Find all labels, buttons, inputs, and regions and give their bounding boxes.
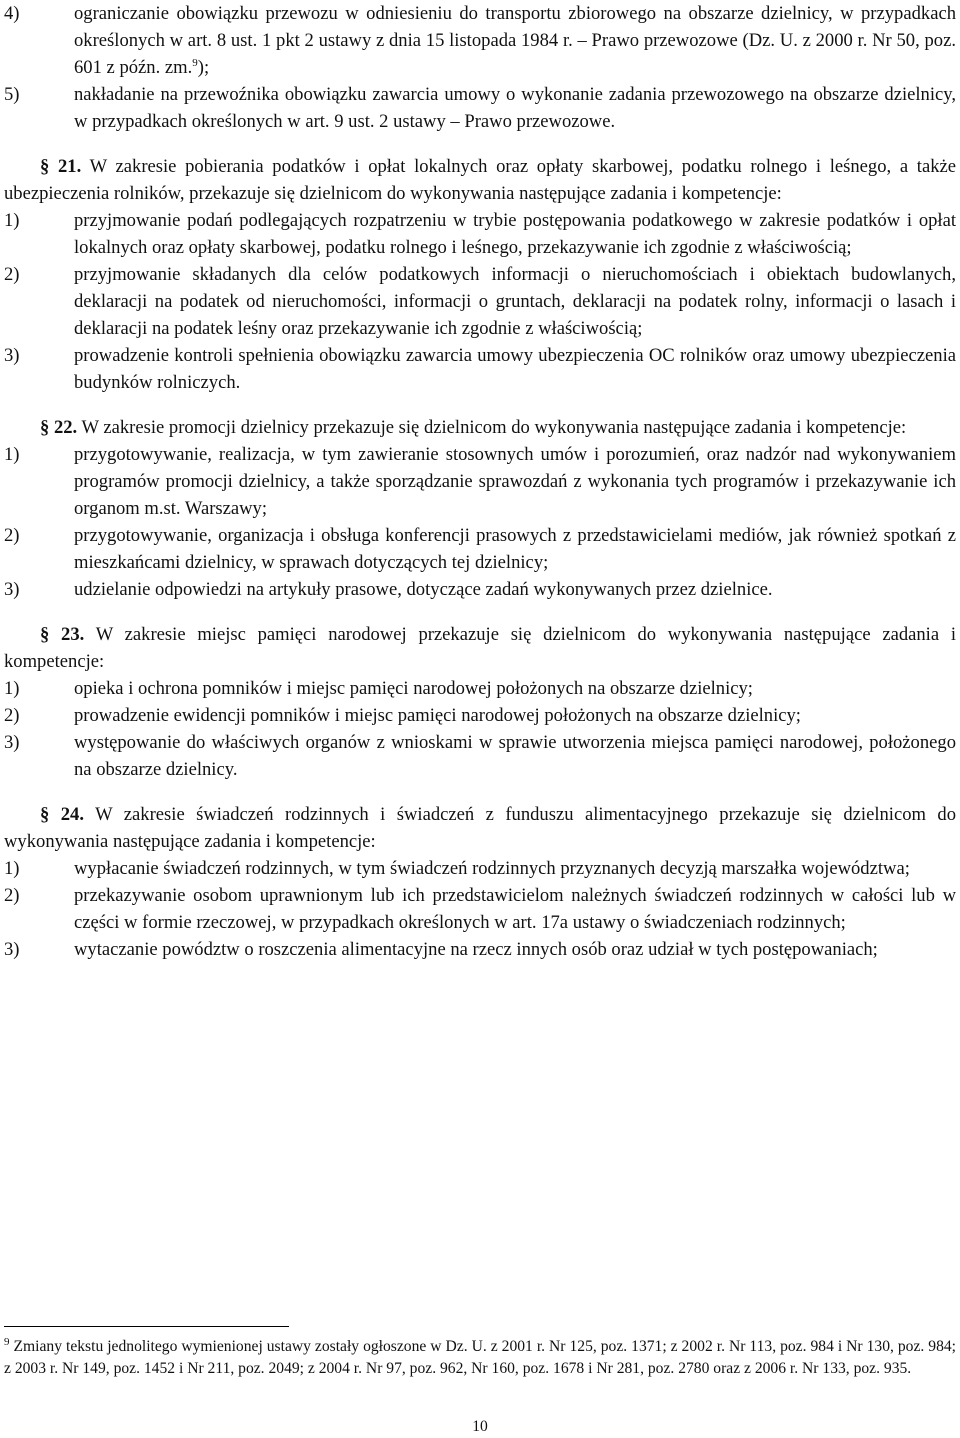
top-list-item <box>4 0 956 81</box>
section-lead-text: W zakresie pobierania podatków i opłat lokalnych oraz opłaty skarbowej, podatku rolnego i leśnego, a także ubezpieczenia rolników, przekazuje się dzielnicom do wykonywania następujące zadania i kompetencje: <box>4 156 957 204</box>
list-text: nakładanie na przewoźnika obowiązku zawarcia umowy o wykonanie zadania przewozowego na obszarze dzielnicy, w przypadkach określonych w art. 9 ust. 2 ustawy – Prawo przewozowe. <box>74 84 956 132</box>
list-text: przyjmowanie składanych dla celów podatkowych informacji o nieruchomościach i obiektach budowlanych, deklaracji na podatek od nieruchomości, informacji o gruntach, deklaracji na podatek rolny, informacji o lasach i deklaracji na podatek leśny oraz przekazywanie ich zgodnie z właściwością; <box>74 264 956 339</box>
footnote-rule <box>4 1326 289 1327</box>
list-text: udzielanie odpowiedzi na artykuły prasowe, dotyczące zadań wykonywanych przez dzielnice. <box>74 579 773 600</box>
section-24 <box>4 801 956 963</box>
list-text: prowadzenie kontroli spełnienia obowiązku zawarcia umowy ubezpieczenia OC rolników oraz umowy ubezpieczenia budynków rolniczych. <box>74 345 956 393</box>
list-number: 2) <box>4 705 20 726</box>
list-item <box>4 882 956 936</box>
section-lead-text: W zakresie miejsc pamięci narodowej przekazuje się dzielnicom do wykonywania następujące zadania i kompetencje: <box>4 624 957 672</box>
list-text: występowanie do właściwych organów z wnioskami w sprawie utworzenia miejsca pamięci narodowej, położonego na obszarze dzielnicy. <box>74 732 956 780</box>
section-lead-text: W zakresie świadczeń rodzinnych i świadczeń z funduszu alimentacyjnego przekazuje się dzielnicom do wykonywania następujące zadania i kompetencje: <box>4 804 957 852</box>
list-item <box>4 207 956 261</box>
page-number: 10 <box>472 1418 488 1435</box>
list-number: 3) <box>4 732 20 753</box>
list-number: 3) <box>4 939 20 960</box>
list-item <box>4 855 956 882</box>
list-item <box>4 729 956 783</box>
list-number: 3) <box>4 579 20 600</box>
list-number: 2) <box>4 525 20 546</box>
list-item <box>4 342 956 396</box>
section-21 <box>4 153 956 396</box>
top-list-item <box>4 81 956 135</box>
section-lead <box>4 801 956 855</box>
list-item <box>4 522 956 576</box>
list-item <box>4 936 956 963</box>
footnote-reference: 9 <box>192 56 198 69</box>
section-mark: § 22. <box>40 417 78 438</box>
section-lead <box>4 414 956 441</box>
footnote-number: 9 <box>4 1335 10 1348</box>
list-text-tail: ); <box>197 57 210 78</box>
list-number: 4) <box>4 3 20 24</box>
list-text: przygotowywanie, realizacja, w tym zawieranie stosownych umów i porozumień, oraz nadzór nad wykonywaniem programów promocji dzielnicy, a także sporządzanie sprawozdań z wykonania tych programów i przekazywanie ich organom m.st. Warszawy; <box>74 444 956 519</box>
list-number: 2) <box>4 264 20 285</box>
list-text: wytaczanie powództw o roszczenia alimentacyjne na rzecz innych osób oraz udział w tych postępowaniach; <box>74 939 878 960</box>
list-number: 5) <box>4 84 20 105</box>
list-item <box>4 261 956 342</box>
list-text: przygotowywanie, organizacja i obsługa konferencji prasowych z przedstawicielami mediów, jak również spotkań z mieszkańcami dzielnicy, w sprawach dotyczących tej dzielnicy; <box>74 525 956 573</box>
list-number: 3) <box>4 345 20 366</box>
document-page <box>4 0 956 963</box>
list-text: opieka i ochrona pomników i miejsc pamięci narodowej położonych na obszarze dzielnicy; <box>74 678 753 699</box>
list-number: 1) <box>4 678 20 699</box>
list-text: wypłacanie świadczeń rodzinnych, w tym świadczeń rodzinnych przyznanych decyzją marszałka województwa; <box>74 858 910 879</box>
section-22 <box>4 414 956 603</box>
list-number: 1) <box>4 858 20 879</box>
list-text-main: ograniczanie obowiązku przewozu w odniesieniu do transportu zbiorowego na obszarze dzielnicy, w przypadkach określonych w art. 8 ust. 1 pkt 2 ustawy z dnia 15 listopada 1984 r. – Prawo przewozowe (Dz. U. z 2000 r. Nr 50, poz. 601 z późn. zm. <box>74 3 956 78</box>
section-mark: § 23. <box>40 624 85 645</box>
list-item <box>4 441 956 522</box>
footnote-text: Zmiany tekstu jednolitego wymienionej ustawy zostały ogłoszone w Dz. U. z 2001 r. Nr 125, poz. 1371; z 2002 r. Nr 113, poz. 984 i Nr 130, poz. 984; z 2003 r. Nr 149, poz. 1452 i Nr 211, poz. 2049; z 2004 r. Nr 97, poz. 962, Nr 160, poz. 1678 i Nr 281, poz. 2780 oraz z 2006 r. Nr 133, poz. 935. <box>4 1338 957 1377</box>
list-text: prowadzenie ewidencji pomników i miejsc pamięci narodowej położonych na obszarze dzielnicy; <box>74 705 801 726</box>
section-23 <box>4 621 956 783</box>
list-item <box>4 675 956 702</box>
footnote <box>4 1336 956 1380</box>
list-item <box>4 702 956 729</box>
list-text <box>74 0 956 81</box>
section-lead <box>4 153 956 207</box>
list-number: 1) <box>4 210 20 231</box>
section-mark: § 21. <box>40 156 82 177</box>
section-mark: § 24. <box>40 804 84 825</box>
section-lead-text: W zakresie promocji dzielnicy przekazuje się dzielnicom do wykonywania następujące zadania i kompetencje: <box>81 417 907 438</box>
list-number: 1) <box>4 444 20 465</box>
section-lead <box>4 621 956 675</box>
list-text: przyjmowanie podań podlegających rozpatrzeniu w trybie postępowania podatkowego w zakresie podatków i opłat lokalnych oraz opłaty skarbowej, podatku rolnego i leśnego, przekazywanie ich zgodnie z właściwością; <box>74 210 956 258</box>
list-text: przekazywanie osobom uprawnionym lub ich przedstawicielom należnych świadczeń rodzinnych w całości lub w części w formie rzeczowej, w przypadkach określonych w art. 17a ustawy o świadczeniach rodzinnych; <box>74 885 956 933</box>
list-number: 2) <box>4 885 20 906</box>
list-item <box>4 576 956 603</box>
